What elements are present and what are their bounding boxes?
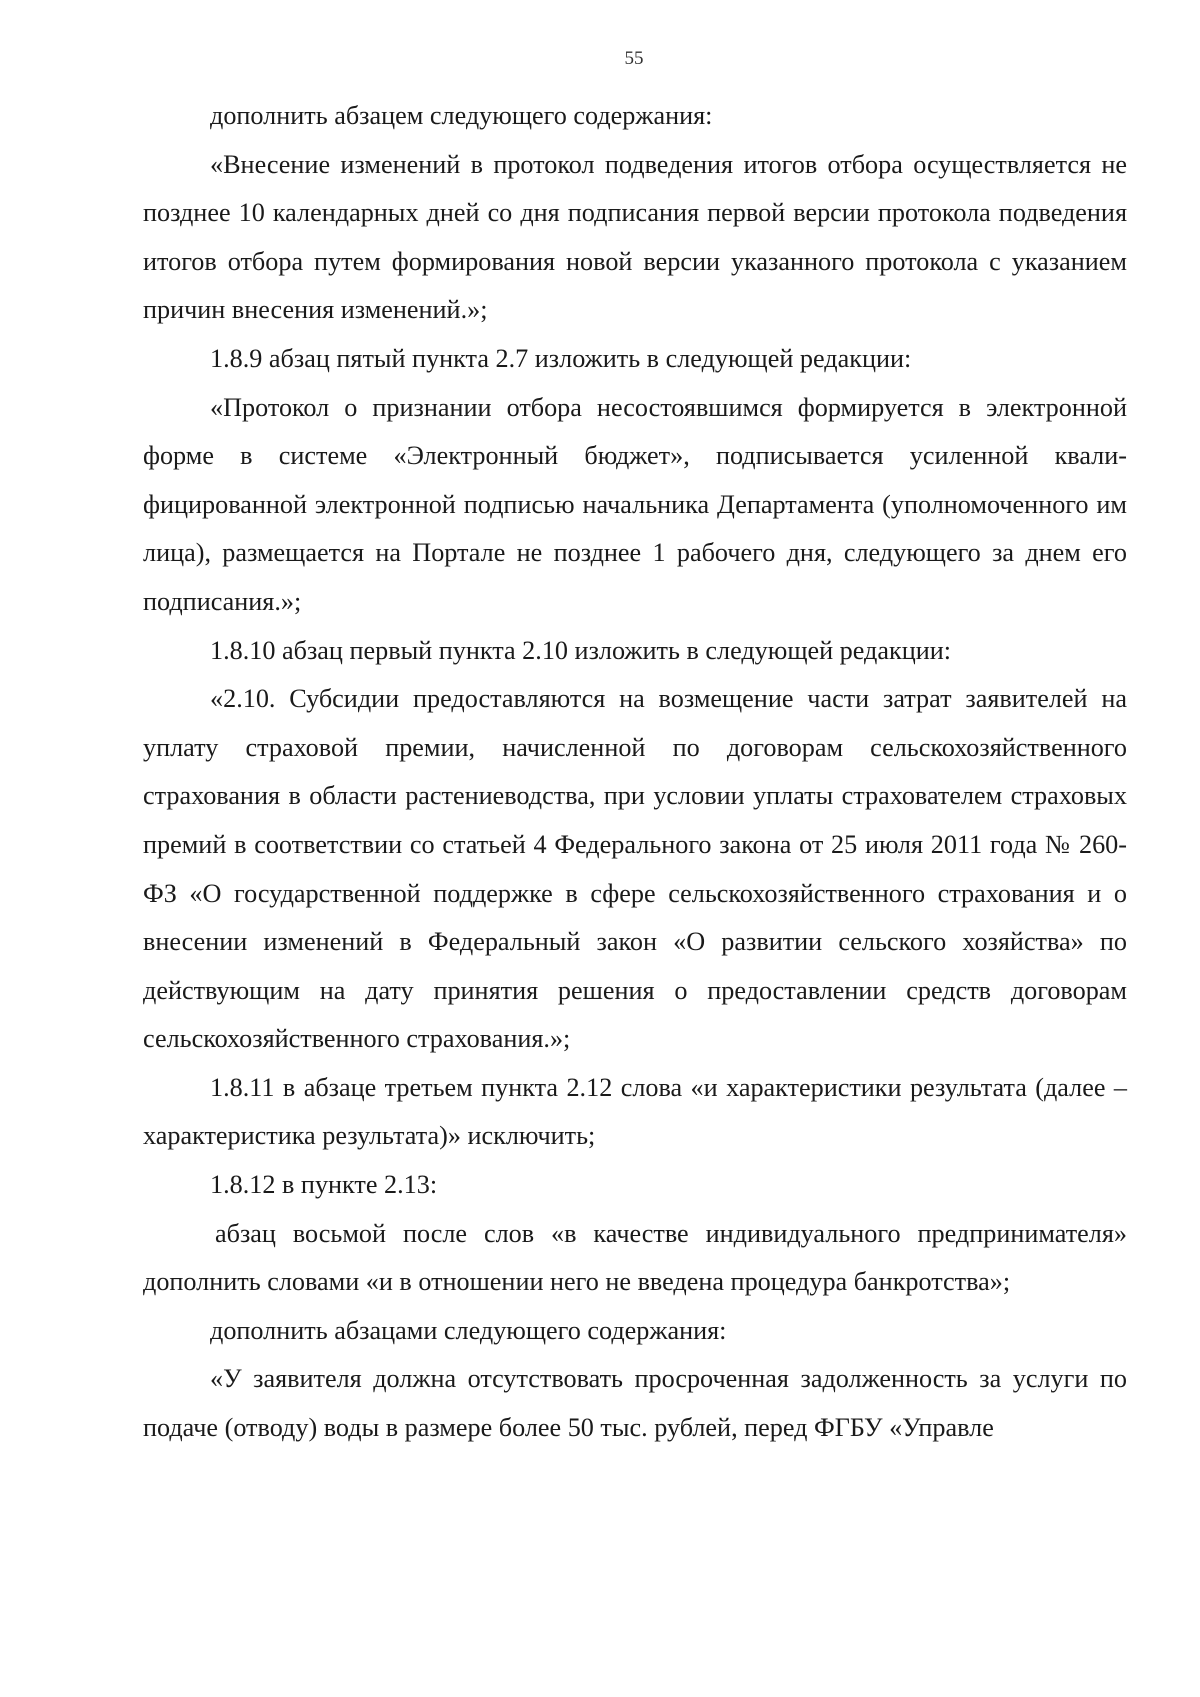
page-number: 55 [624,48,644,69]
document-body [143,92,1127,1453]
paragraph: дополнить абзацем следующего содержания: [210,101,713,130]
paragraph: дополнить абзацами следующего содержания: [210,1315,727,1345]
paragraph: 1.8.12 в пункте 2.13: [210,1170,438,1200]
paragraph: «Протокол о признании отбора несостоявшимся формируется в электронной форме в системе «Электронный бюджет», подписывается усиленной квалифицированной электронной подписью начальника Департамента (уполномоченного им лица), размещается на Портале не позднее 1 рабочего дня, следующего за днем его подписания.»; [143,392,1127,616]
paragraph: 1.8.10 абзац первый пункта 2.10 изложить в следующей редакции: [210,635,952,665]
paragraph: 1.8.11 в абзаце третьем пункта 2.12 слова «и характеристики результата (далее – характеристика результата)» исключить; [143,1072,1127,1151]
paragraph: «У заявителя должна отсутствовать просроченная задолженность за услуги по подаче (отводу) воды в размере более 50 тыс. рублей, перед ФГБУ «Управле [143,1364,1127,1443]
paragraph: 1.8.9 абзац пятый пункта 2.7 изложить в следующей редакции: [210,343,912,373]
paragraph: абзац восьмой после слов «в качестве индивидуального предпринимателя» дополнить словами «и в отношении него не введена процедура банкротства»; [143,1218,1127,1297]
paragraph: «Внесение изменений в протокол подведения итогов отбора осуществляется не позднее 10 календарных дней со дня подписания первой версии протокола подведения итогов отбора путем формирования новой версии указанного протокола с указанием причин внесения изменений.»; [143,149,1127,325]
paragraph: «2.10. Субсидии предоставляются на возмещение части затрат заявителей на уплату страховой премии, начисленной по договорам сельскохозяйственного страхования в области растениеводства, при условии уплаты страхователем страховых премий в соответствии со статьей 4 Федерального закона от 25 июля 2011 года № 260-ФЗ «О государственной поддержке в сфере сельскохозяйственного страхования и о внесении изменений в Федеральный закон «О развитии сельского хозяйства» по действующим на дату принятия решения о предоставлении средств договорам сельскохозяйственного страхования.»; [143,684,1127,1054]
